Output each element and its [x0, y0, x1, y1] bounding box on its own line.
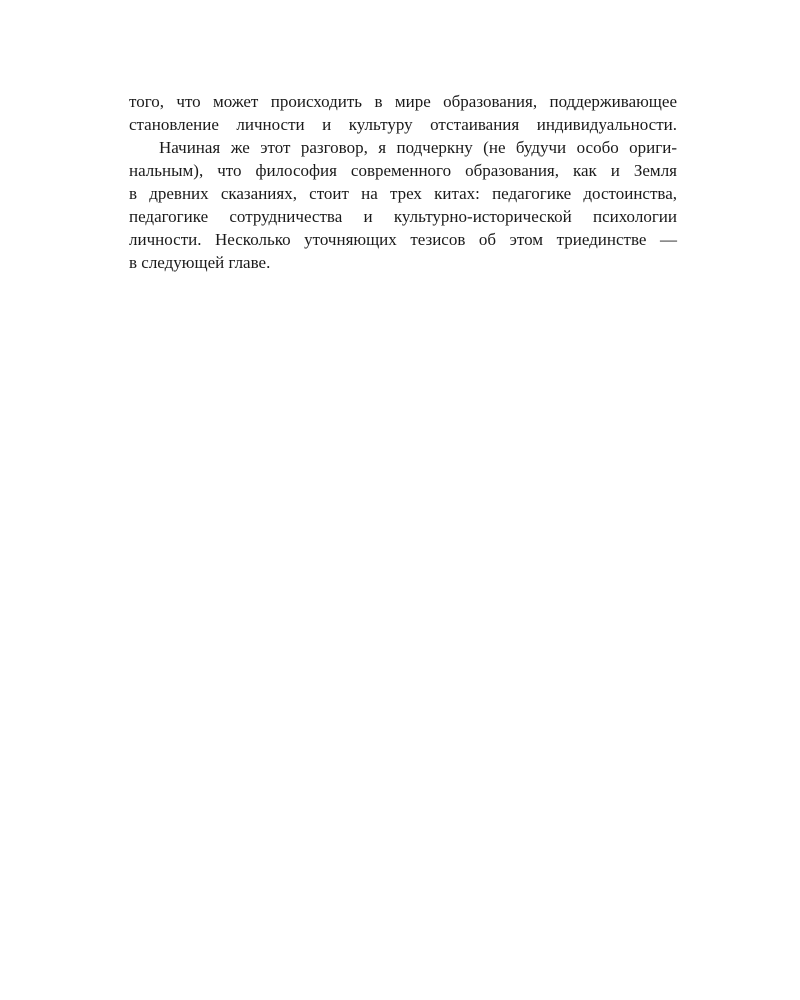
text-line: нальным), что философия современного образования, как и Земля [129, 161, 677, 180]
text-line: личности. Несколько уточняющих тезисов об этом триединстве — [129, 230, 677, 249]
text-line: педагогике сотрудничества и культурно-исторической психологии [129, 207, 677, 226]
text-line: в древних сказаниях, стоит на трех китах: педагогике достоинства, [129, 184, 677, 203]
body-text [129, 90, 677, 274]
paragraph-last-line: в следующей главе. [129, 253, 271, 272]
text-line: того, что может происходить в мире образования, поддерживающее [129, 92, 677, 111]
paragraph-first-line: Начиная же этот разговор, я подчеркну (не будучи особо ориги- [159, 138, 677, 157]
text-line: становление личности и культуру отстаивания индивидуальности. [129, 115, 677, 134]
